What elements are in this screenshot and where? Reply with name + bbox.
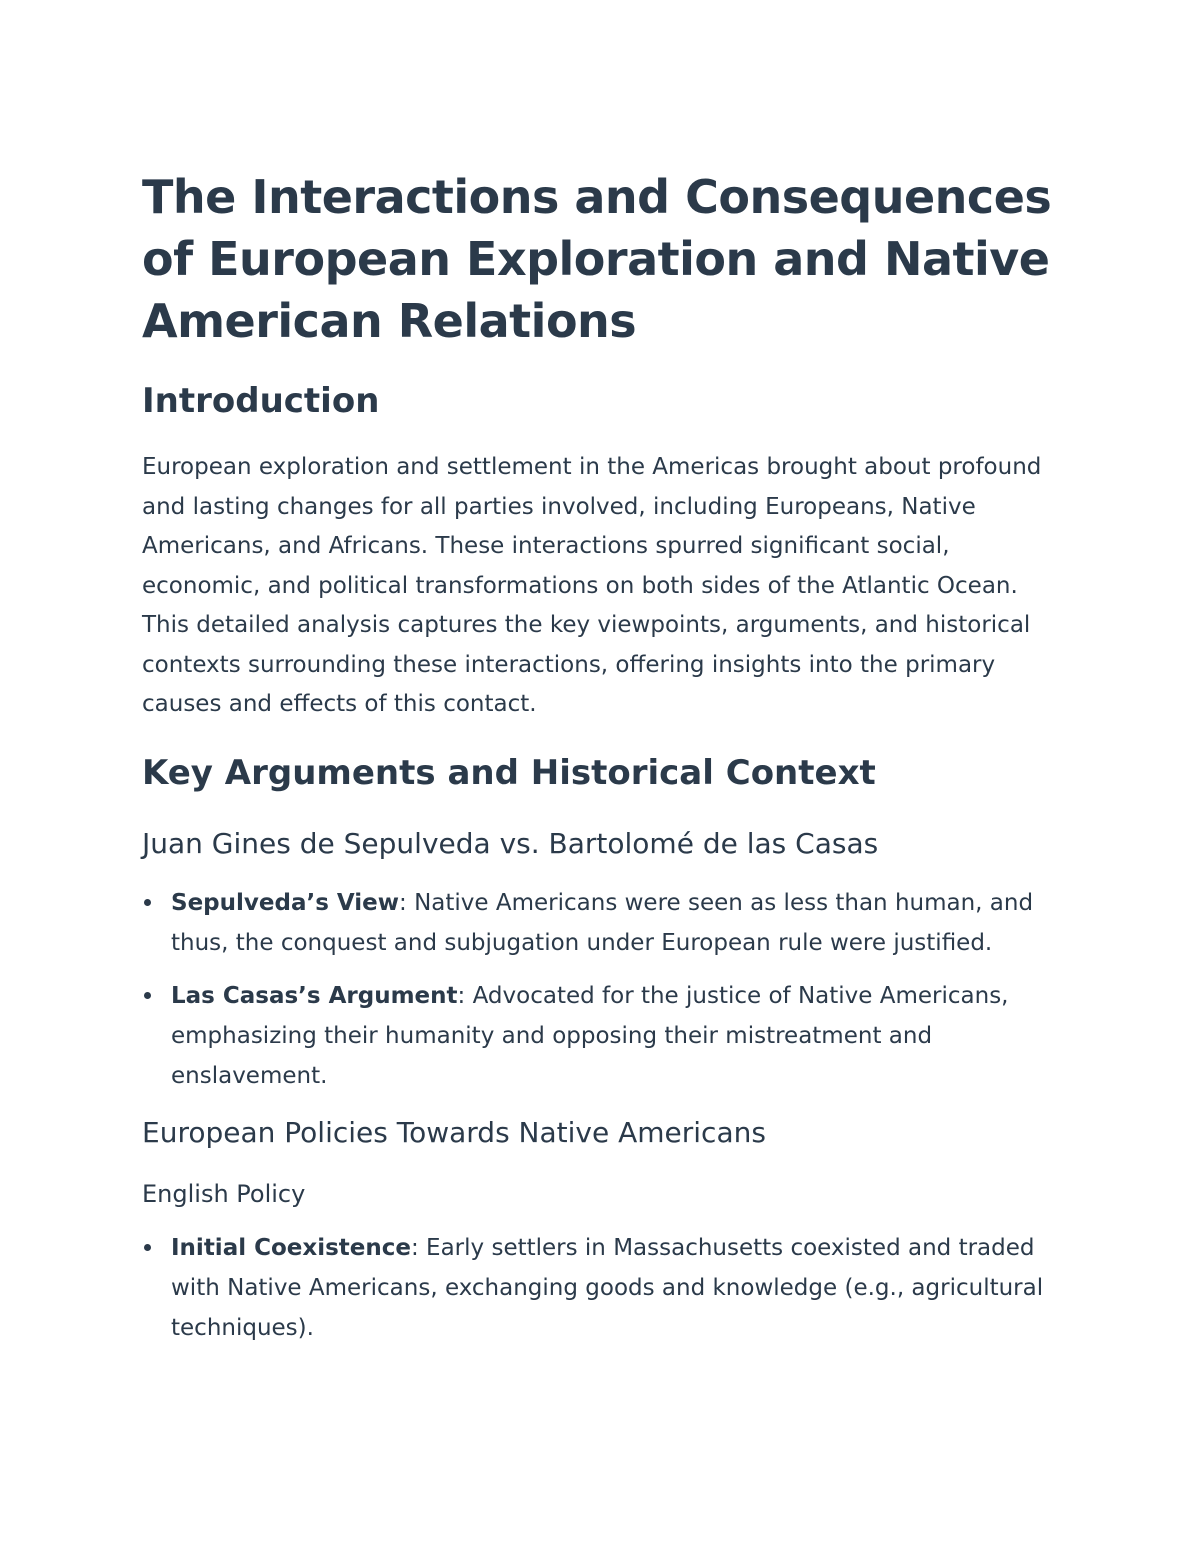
key-arguments-heading: Key Arguments and Historical Context [142,753,876,793]
introduction-heading: Introduction [142,381,380,421]
list-item [142,1228,1060,1348]
list-item [142,883,1060,963]
english-policy-list [142,1228,1060,1348]
list-item-text: : Native Americans were seen as less than human, and thus, the conquest and subjugation under European rule were justified. [171,890,1034,956]
list-item-term: Sepulveda’s View [171,890,400,916]
debate-heading: Juan Gines de Sepulveda vs. Bartolomé de las Casas [142,827,879,860]
list-item-text: : Early settlers in Massachusetts coexisted and traded with Native Americans, exchanging goods and knowledge (e.g., agricultural techniques). [171,1235,1044,1341]
introduction-paragraph: European exploration and settlement in the Americas brought about profound and lasting changes for all parties involved, including Europeans, Native Americans, and Africans. These interactions spurred significant social, economic, and political transformations on both sides of the Atlantic Ocean. This detailed analysis captures the key viewpoints, arguments, and historical contexts surrounding these interactions, offering insights into the primary causes and effects of this contact. [142,454,1042,717]
list-item-term: Initial Coexistence [171,1235,411,1261]
list-item-text: : Advocated for the justice of Native Americans, emphasizing their humanity and opposing their mistreatment and enslavement. [171,983,1009,1089]
bullet-icon [144,899,151,906]
english-policy-heading: English Policy [142,1180,306,1208]
document-title: The Interactions and Consequences of European Exploration and Native American Relations [142,170,1052,348]
bullet-icon [144,992,151,999]
bullet-icon [144,1244,151,1251]
debate-list [142,883,1060,1096]
list-item [142,976,1060,1096]
list-item-term: Las Casas’s Argument [171,983,458,1009]
policies-heading: European Policies Towards Native Americans [142,1116,766,1149]
